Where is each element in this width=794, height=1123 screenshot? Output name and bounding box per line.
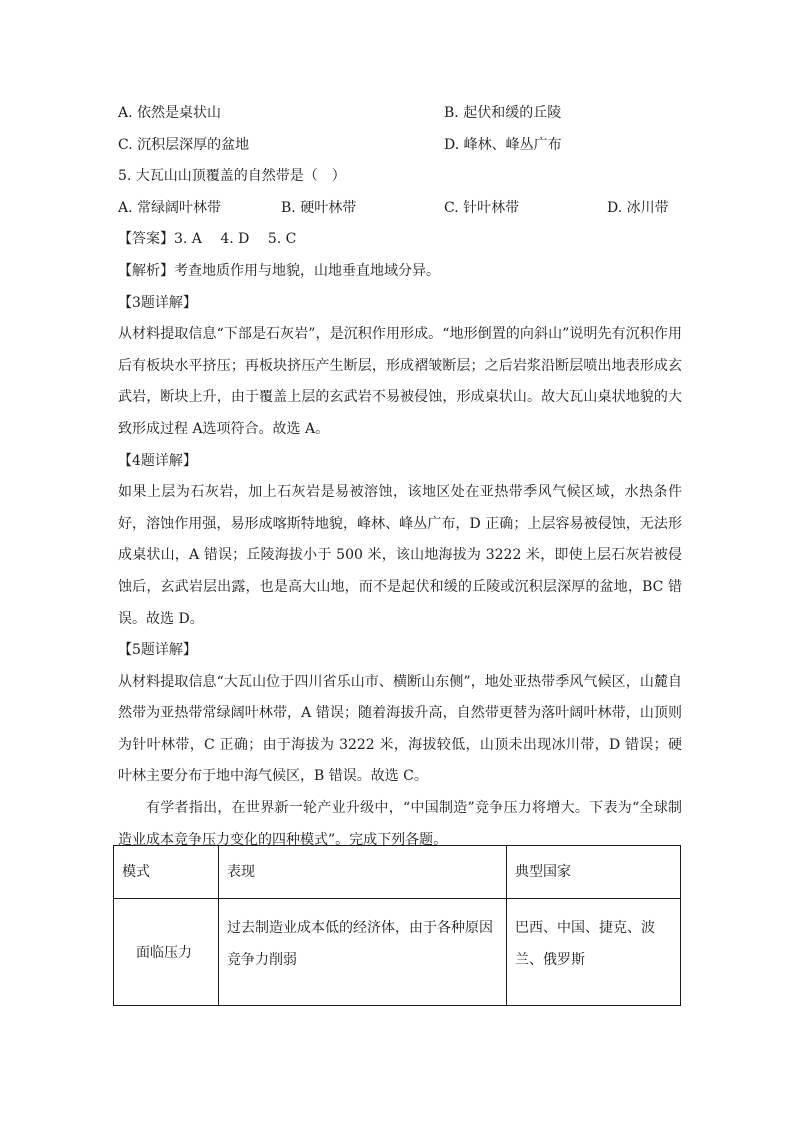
q4-options-row-2 bbox=[118, 130, 682, 162]
table-cell-mode: 面临压力 bbox=[114, 899, 219, 1006]
q4-option-a: A. 依然是桌状山 bbox=[118, 105, 222, 121]
q5-option-a: A. 常绿阔叶林带 bbox=[118, 199, 222, 216]
question-intro: 有学者指出，在世界新一轮产业升级中，“中国制造”竞争压力将增大。下表为“全球制造业成本竞争压力变化的四种模式”。完成下列各题。 bbox=[118, 800, 682, 848]
q3-detail-heading: 【3题详解】 bbox=[118, 294, 197, 311]
q4-option-c: C. 沉积层深厚的盆地 bbox=[118, 136, 250, 153]
table-header-mode: 模式 bbox=[114, 846, 219, 899]
document-page bbox=[118, 98, 682, 856]
q5-detail-body: 从材料提取信息“大瓦山位于四川省乐山市、横断山东侧”，地处亚热带季风气候区，山麓自然带为亚热带常绿阔叶林带，A 错误；随着海拔升高，自然带更替为落叶阔叶林带，山顶则为针叶林带，C 正确；由于海拔为 3222 米，海拔较低，山顶未出现冰川带，D 错误；硬叶林主要分布于地中海气候区，B 错误。故选 C。 bbox=[118, 673, 682, 785]
table-cell-performance: 过去制造业成本低的经济体，由于各种原因竞争力削弱 bbox=[219, 899, 507, 1006]
q5-stem: 5. 大瓦山山顶覆盖的自然带是（ ） bbox=[118, 168, 346, 185]
table-row bbox=[114, 899, 681, 1006]
answer-line: 【答案】3. A 4. D 5. C bbox=[118, 231, 297, 248]
q5-options-row bbox=[118, 193, 682, 225]
q4-option-d: D. 峰林、峰丛广布 bbox=[444, 136, 562, 153]
table-header-countries: 典型国家 bbox=[507, 846, 681, 899]
q5-detail-heading: 【5题详解】 bbox=[118, 642, 197, 659]
table-header-row bbox=[114, 846, 681, 899]
q5-option-c: C. 针叶林带 bbox=[444, 199, 520, 216]
analysis-line: 【解析】考查地质作用与地貌，山地垂直地域分异。 bbox=[118, 262, 440, 279]
q4-option-b: B. 起伏和缓的丘陵 bbox=[444, 105, 562, 121]
q3-detail-body: 从材料提取信息“下部是石灰岩”，是沉积作用形成。“地形倒置的向斜山”说明先有沉积作用后有板块水平挤压；再板块挤压产生断层，形成褶皱断层；之后岩浆沿断层喷出地表形成玄武岩，断块上升，由于覆盖上层的玄武岩不易被侵蚀，形成桌状山。故大瓦山桌状地貌的大致形成过程 A选项符合。故选 A。 bbox=[118, 326, 682, 437]
cost-pressure-table bbox=[113, 845, 681, 1006]
table-header-performance: 表现 bbox=[219, 846, 507, 899]
q5-option-b: B. 硬叶林带 bbox=[281, 199, 357, 216]
q5-option-d: D. 冰川带 bbox=[607, 199, 669, 216]
q4-options-row-1 bbox=[118, 98, 682, 130]
q4-detail-heading: 【4题详解】 bbox=[118, 452, 197, 469]
q4-detail-body: 如果上层为石灰岩，加上石灰岩是易被溶蚀，该地区处在亚热带季风气候区域，水热条件好，溶蚀作用强，易形成喀斯特地貌，峰林、峰丛广布，D 正确；上层容易被侵蚀，无法形成桌状山，A 错误；丘陵海拔小于 500 米，该山地海拔为 3222 米，即使上层石灰岩被侵蚀后，玄武岩层出露，也是高大山地，而不是起伏和缓的丘陵或沉积层深厚的盆地，BC 错误。故选 D。 bbox=[118, 484, 682, 627]
table-cell-countries: 巴西、中国、捷克、波兰、俄罗斯 bbox=[507, 899, 681, 1006]
